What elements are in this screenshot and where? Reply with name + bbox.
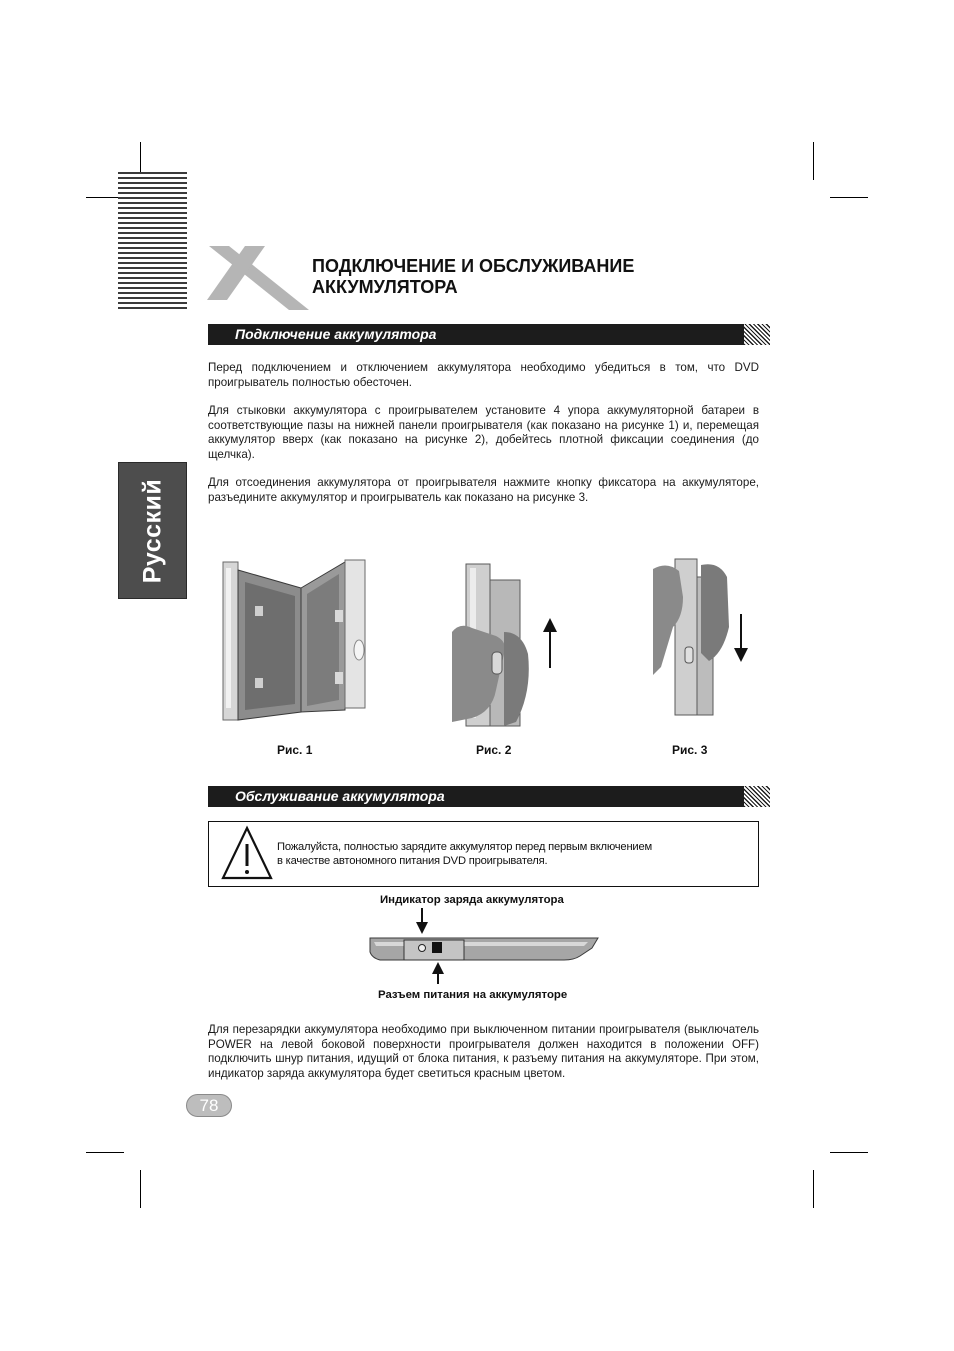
- language-tab: [118, 462, 187, 599]
- connector-label: Разъем питания на аккумуляторе: [378, 989, 568, 1001]
- paragraph: Для перезарядки аккумулятора необходимо при выключенном питании проигрывателя (выключатель POWER на левой боковой поверхности проигрывателя должен находится в положении OFF) подключить шнур питания, идущий от блока питания, к разъему питания на аккумуляторе. При этом, индикатор заряда аккумулятора будет светиться красным цветом.: [208, 1023, 759, 1080]
- section-heading: Обслуживание аккумулятора: [235, 788, 445, 804]
- crop-mark: [830, 197, 868, 198]
- brand-x-logo-icon: [205, 238, 315, 314]
- figure-3-caption: Рис. 3: [672, 743, 708, 757]
- crop-mark: [813, 142, 814, 180]
- battery-diagram-image: [368, 908, 600, 984]
- page-number: 78: [199, 1096, 219, 1115]
- section-heading: Подключение аккумулятора: [235, 326, 437, 342]
- decorative-stripes: [118, 172, 187, 312]
- paragraph: Для отсоединения аккумулятора от проигрывателя нажмите кнопку фиксатора на аккумуляторе, разъедините аккумулятор и проигрыватель как показано на рисунке 3.: [208, 476, 759, 504]
- page-title-line1: ПОДКЛЮЧЕНИЕ И ОБСЛУЖИВАНИЕ: [312, 256, 635, 276]
- paragraph: Для стыковки аккумулятора с проигрывателем установите 4 упора аккумуляторной батареи в соответствующие пазы на нижней панели проигрывателя (как показано на рисунке 1) и, перемещая аккумулятор вверх (как показано на рисунке 2), добейтесь плотной фиксации соединения (до щелчка).: [208, 404, 759, 461]
- crop-mark: [830, 1152, 868, 1153]
- page-number-badge: [186, 1094, 232, 1117]
- page-title: [312, 256, 732, 298]
- arrow-up-icon: [542, 618, 558, 670]
- figure-1-caption: Рис. 1: [277, 743, 313, 757]
- warning-box: [208, 821, 759, 887]
- warning-text: [277, 840, 747, 868]
- indicator-label: Индикатор заряда аккумулятора: [380, 894, 564, 906]
- language-tab-label: Русский: [138, 478, 166, 583]
- warning-line2: в качестве автономного питания DVD проигрывателя.: [277, 855, 548, 867]
- paragraph: Перед подключением и отключением аккумулятора необходимо убедиться в том, что DVD проигрыватель полностью обесточен.: [208, 361, 759, 389]
- figure-1-image: [223, 560, 368, 722]
- warning-line1: Пожалуйста, полностью зарядите аккумулятор перед первым включением: [277, 841, 652, 853]
- crop-mark: [86, 1152, 124, 1153]
- section-heading-bar: [208, 786, 770, 807]
- arrow-down-icon: [733, 614, 749, 662]
- figure-2-caption: Рис. 2: [476, 743, 512, 757]
- figure-3-image: [653, 557, 731, 717]
- page-title-line2: АККУМУЛЯТОРА: [312, 277, 458, 297]
- warning-triangle-icon: [221, 826, 273, 880]
- crop-mark: [813, 1170, 814, 1208]
- crop-mark: [140, 1170, 141, 1208]
- figure-2-image: [452, 562, 538, 728]
- section-heading-bar: [208, 324, 770, 345]
